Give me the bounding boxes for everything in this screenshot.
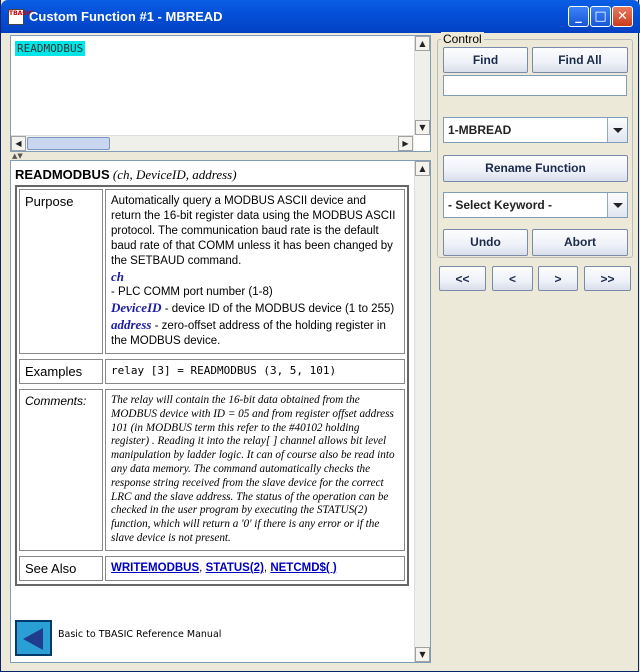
scroll-down-icon[interactable]: ▼ [415,120,430,135]
code-editor[interactable] [10,35,431,152]
help-table [15,185,409,586]
comments-label: Comments: [19,389,103,551]
minimize-button[interactable] [568,6,589,27]
chevron-down-icon[interactable] [607,193,627,217]
editor-vertical-scrollbar[interactable] [414,36,430,135]
control-legend: Control [443,32,482,46]
rename-function-button[interactable]: Rename Function [443,155,628,182]
back-arrow-icon[interactable] [15,620,52,656]
function-name: READMODBUS [15,167,110,182]
undo-button[interactable]: Undo [443,229,528,256]
find-all-button[interactable]: Find All [532,47,628,73]
link-status[interactable]: STATUS(2) [205,561,264,574]
param-address-desc: - zero-offset address of the holding register in the MODBUS device. [111,320,386,347]
editor-horizontal-scrollbar[interactable] [11,135,414,151]
splitter-arrows-icon[interactable]: ▲▼ [12,152,23,160]
see-also-row [17,554,407,584]
purpose-text: Automatically query a MODBUS ASCII device and return the 16-bit register data using the MODBUS ASCII protocol. The communication baud rate is the default baud rate of that COMM unless it has been changed by the SETBAUD command. [111,195,396,267]
find-button[interactable]: Find [443,47,528,73]
examples-label: Examples [19,359,103,384]
title-bar[interactable] [1,0,640,33]
help-title [15,167,237,183]
purpose-label: Purpose [19,189,103,354]
param-address: address [111,317,152,332]
param-device: DeviceID [111,300,162,315]
first-button[interactable]: << [439,266,486,291]
maximize-button[interactable] [590,6,611,27]
close-icon: ✕ [617,9,628,24]
close-button[interactable] [612,6,633,27]
purpose-row [17,187,407,357]
abort-button[interactable]: Abort [532,229,628,256]
comments-text: The relay will contain the 16-bit data obtained from the MODBUS device with ID = 05 and from register offset address 101 (in MODBUS term this refer to the #40102 holding register) . Reading it into the relay[ ] channel allows bit level manipulation by ladder logic. It can of course also be read into any data memory. The command automatically checks the response string received from the slave device for the correct LRC and the slave address. The status of the operation can be checked in the user program by executing the STATUS(2) function, which will return a '0' if there is any error or if the slave device is not present. [105,389,405,551]
see-also-label: See Also [19,556,103,581]
previous-button[interactable]: < [492,266,533,291]
split-pane-divider[interactable] [10,152,431,160]
help-scroll-down-icon[interactable]: ▼ [415,647,430,662]
param-ch-desc: - PLC COMM port number (1-8) [111,286,273,298]
code-text[interactable]: READMODBUS [17,42,84,55]
keyword-select[interactable] [443,192,628,218]
help-panel [10,160,431,663]
link-writemodbus[interactable]: WRITEMODBUS [111,561,200,574]
examples-text: relay [3] = READMODBUS (3, 5, 101) [105,359,405,384]
function-select[interactable] [443,117,628,143]
param-ch: ch [111,269,124,284]
chevron-down-icon[interactable] [607,118,627,142]
purpose-cell [105,189,405,354]
comments-row [17,387,407,554]
param-device-desc: - device ID of the MODBUS device (1 to 255) [164,303,395,315]
help-scroll-up-icon[interactable]: ▲ [415,161,430,176]
last-button[interactable]: >> [584,266,631,291]
scroll-up-icon[interactable]: ▲ [415,36,430,51]
minimize-icon: _ [575,9,582,24]
maximize-icon: □ [594,9,607,24]
app-icon: TBASIC [8,9,24,25]
function-select-value: 1-MBREAD [448,123,512,137]
scroll-left-icon[interactable]: ◀ [11,136,26,151]
link-netcmd[interactable]: NETCMD$( ) [270,561,337,574]
window-title: Custom Function #1 - MBREAD [29,9,223,24]
next-button[interactable]: > [538,266,578,291]
horizontal-scroll-thumb[interactable] [27,137,110,150]
help-vertical-scrollbar[interactable] [414,161,430,662]
find-input[interactable] [443,75,627,96]
see-also-links: WRITEMODBUS, STATUS(2), NETCMD$( ) [105,556,405,581]
function-signature: (ch, DeviceID, address) [112,167,237,182]
back-label: Basic to TBASIC Reference Manual [58,629,222,640]
keyword-select-value: - Select Keyword - [448,198,553,212]
scroll-right-icon[interactable]: ▶ [398,136,413,151]
examples-row [17,357,407,387]
